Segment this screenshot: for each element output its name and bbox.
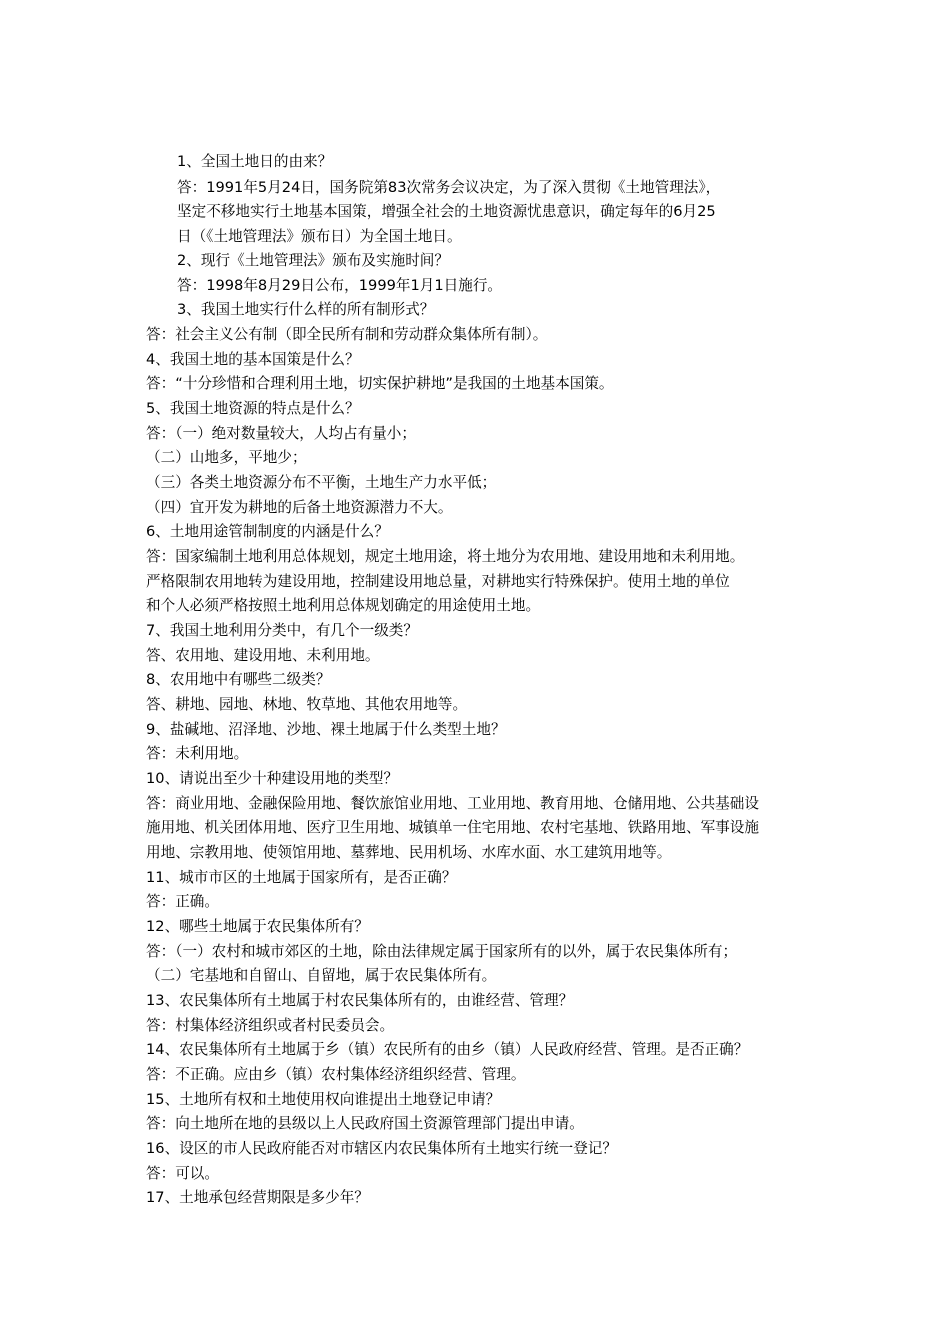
answer-line: 答：未利用地。 [146,745,249,762]
answer-line: 答：国家编制土地利用总体规划，规定土地用途，将土地分为农用地、建设用地和未利用地。 [146,548,745,565]
answer-line: 坚定不移地实行土地基本国策，增强全社会的土地资源忧患意识，确定每年的6月25 [177,203,716,220]
answer-line: 用地、宗教用地、使领馆用地、墓葬地、民用机场、水库水面、水工建筑用地等。 [146,844,672,861]
answer-line: （三）各类土地资源分布不平衡，土地生产力水平低； [146,474,497,491]
answer-line: 答、耕地、园地、林地、牧草地、其他农用地等。 [146,696,468,713]
question-line: 14、农民集体所有土地属于乡（镇）农民所有的由乡（镇）人民政府经营、管理。是否正确？ [146,1041,749,1058]
question-line: 3、我国土地实行什么样的所有制形式？ [177,301,435,318]
answer-line: 答：“十分珍惜和合理利用土地，切实保护耕地”是我国的土地基本国策。 [146,375,614,392]
answer-line: 答：（一）农村和城市郊区的土地，除由法律规定属于国家所有的以外，属于农民集体所有； [146,943,738,960]
question-line: 10、请说出至少十种建设用地的类型？ [146,770,399,787]
answer-line: 答：可以。 [146,1165,219,1182]
answer-line: 答：不正确。应由乡（镇）农村集体经济组织经营、管理。 [146,1066,526,1083]
answer-line: （二）宅基地和自留山、自留地，属于农民集体所有。 [146,967,497,984]
answer-line: 答：社会主义公有制（即全民所有制和劳动群众集体所有制）。 [146,326,548,343]
question-line: 11、城市市区的土地属于国家所有，是否正确？ [146,869,457,886]
question-line: 1、全国土地日的由来？ [177,153,333,170]
question-line: 2、现行《土地管理法》颁布及实施时间？ [177,252,449,269]
answer-line: 日（《土地管理法》颁布日）为全国土地日。 [177,228,462,245]
question-line: 4、我国土地的基本国策是什么？ [146,351,360,368]
answer-line: 施用地、机关团体用地、医疗卫生用地、城镇单一住宅用地、农村宅基地、铁路用地、军事设施 [146,819,759,836]
answer-line: （四）宜开发为耕地的后备土地资源潜力不大。 [146,499,453,516]
question-line: 5、我国土地资源的特点是什么？ [146,400,360,417]
answer-line: 和个人必须严格按照土地利用总体规划确定的用途使用土地。 [146,597,541,614]
question-line: 8、农用地中有哪些二级类？ [146,671,331,688]
question-line: 13、农民集体所有土地属于村农民集体所有的，由谁经营、管理？ [146,992,574,1009]
answer-line: 答：正确。 [146,893,219,910]
question-line: 6、土地用途管制制度的内涵是什么？ [146,523,389,540]
answer-line: 严格限制农用地转为建设用地，控制建设用地总量，对耕地实行特殊保护。使用土地的单位 [146,573,730,590]
answer-line: 答：村集体经济组织或者村民委员会。 [146,1017,395,1034]
question-line: 9、盐碱地、沼泽地、沙地、裸土地属于什么类型土地？ [146,721,506,738]
answer-line: 答：1998年8月29日公布，1999年1月1日施行。 [177,277,503,294]
question-line: 15、土地所有权和土地使用权向谁提出土地登记申请？ [146,1091,501,1108]
answer-line: （二）山地多，平地少； [146,449,307,466]
question-line: 17、土地承包经营期限是多少年？ [146,1189,369,1206]
answer-line: 答：1991年5月24日，国务院第83次常务会议决定，为了深入贯彻《土地管理法》， [177,179,721,196]
question-line: 7、我国土地利用分类中，有几个一级类？ [146,622,418,639]
question-line: 16、设区的市人民政府能否对市辖区内农民集体所有土地实行统一登记？ [146,1140,617,1157]
answer-line: 答：商业用地、金融保险用地、餐饮旅馆业用地、工业用地、教育用地、仓储用地、公共基础设 [146,795,759,812]
answer-line: 答、农用地、建设用地、未利用地。 [146,647,380,664]
question-line: 12、哪些土地属于农民集体所有？ [146,918,369,935]
answer-line: 答：（一）绝对数量较大，人均占有量小； [146,425,416,442]
answer-line: 答：向土地所在地的县级以上人民政府国土资源管理部门提出申请。 [146,1115,584,1132]
